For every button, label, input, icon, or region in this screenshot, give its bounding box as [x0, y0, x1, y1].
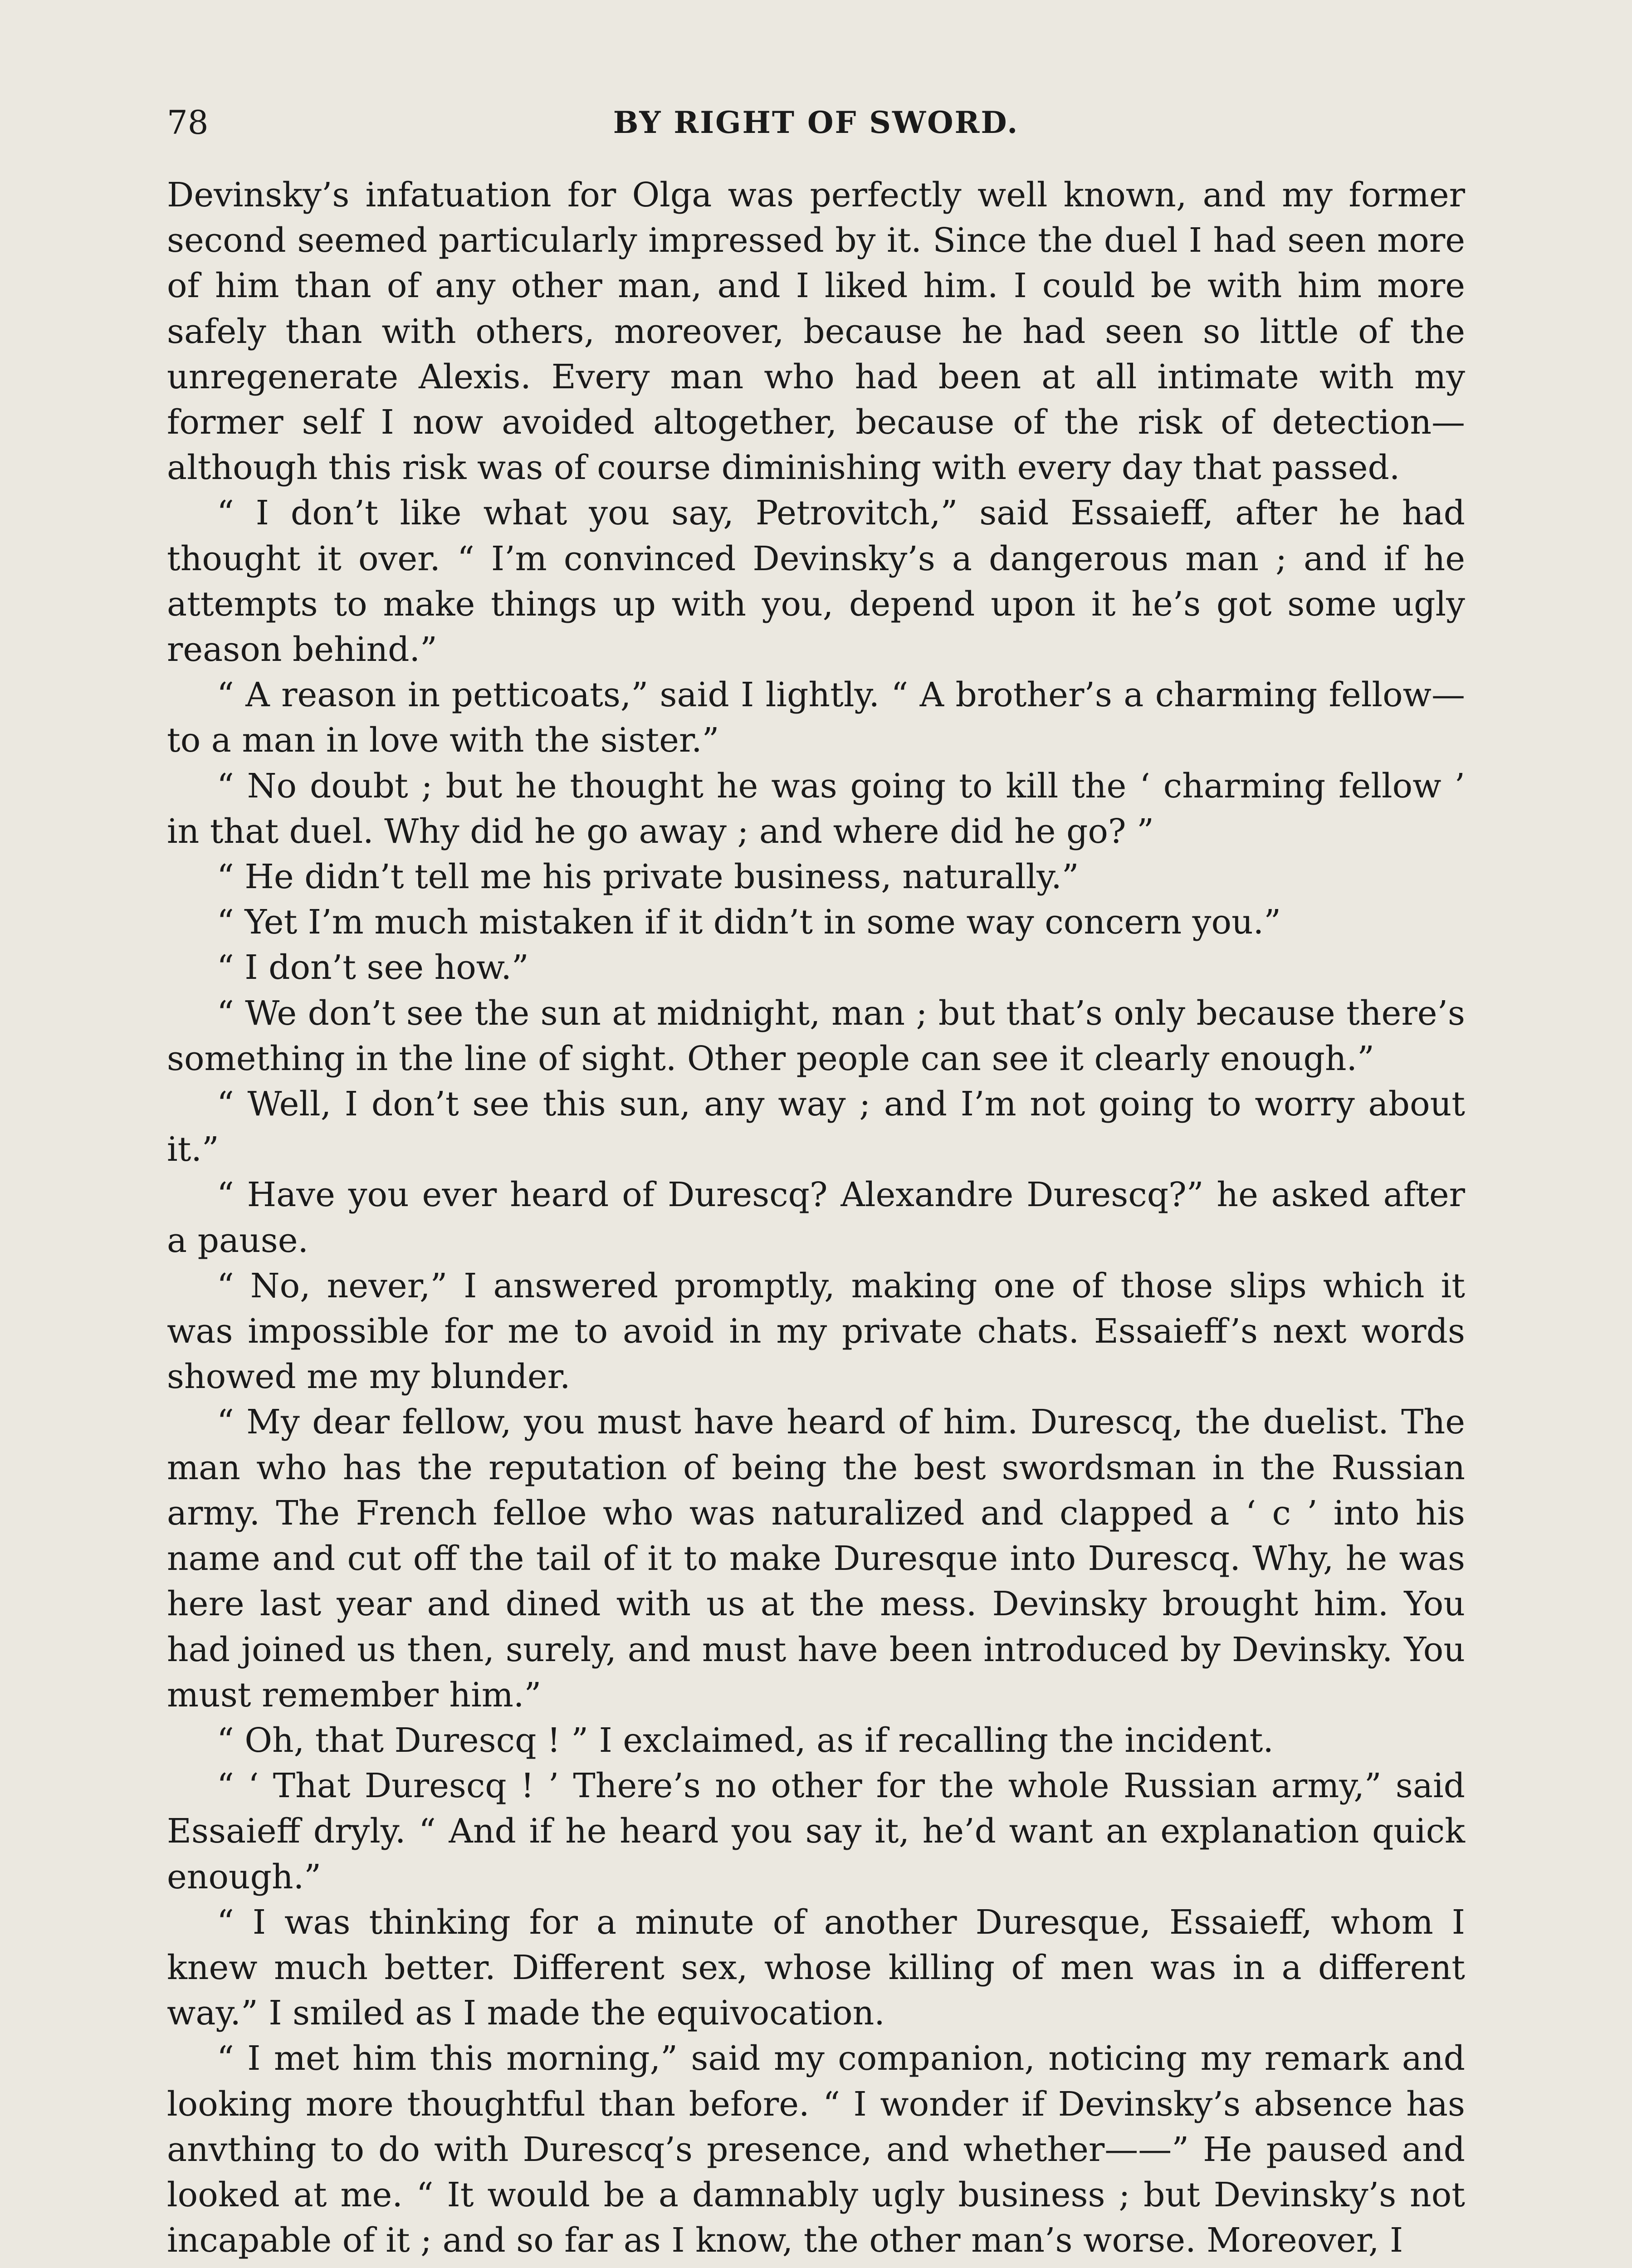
paragraph: “ Oh, that Durescq ! ” I exclaimed, as if recalling the incident. — [217, 1721, 1274, 1760]
paragraph: “ ‘ That Durescq ! ’ There’s no other for the whole Russian army,” said Essaieff dryly. “ And if he heard you say it, he’d want an explanation quick enough.” — [167, 1766, 1465, 1897]
paragraph: “ My dear fellow, you must have heard of him. Durescq, the duelist. The man who has the reputation of being the best swordsman in the Russian army. The French felloe who was naturalized and clapped a ‘ c ’ into his name and cut off the tail of it to make Duresque into Durescq. Why, he was here last year and dined with us at the mess. Devinsky brought him. You had joined us then, surely, and must have been introduced by Devinsky. You must remember him.” — [167, 1403, 1465, 1715]
running-title: BY RIGHT OF SWORD. — [613, 105, 1019, 140]
page-number: 78 — [167, 103, 209, 142]
paragraph: Devinsky’s infatuation for Olga was perfectly well known, and my former second seemed particularly impressed by it. Since the duel I had seen more of him than of any other man, and I liked him. I could be with him more safely than with others, moreover, because he had seen so little of the unregenerate Alexis. Every man who had been at all intimate with my former self I now avoided altogether, because of the risk of detection—although this risk was of course diminishing with every day that passed. — [167, 176, 1465, 488]
paragraph: “ I met him this morning,” said my companion, noticing my remark and looking more thoughtful than before. “ I wonder if Devinsky’s absence has anvthing to do with Durescq’s presence, and whether——” He paused and looked at me. “ It would be a damnably ugly business ; but Devinsky’s not incapable of it ; and so far as I know, the other man’s worse. Moreover, I — [167, 2039, 1465, 2260]
paragraph: “ I was thinking for a minute of another Duresque, Essaieff, whom I knew much better. Different sex, whose killing of men was in a different way.” I smiled as I made the equivocation. — [167, 1902, 1465, 2033]
paragraph: “ Have you ever heard of Durescq? Alexandre Durescq?” he asked after a pause. — [167, 1175, 1465, 1260]
running-head — [167, 98, 1465, 147]
paragraph: “ A reason in petticoats,” said I lightly. “ A brother’s a charming fellow—to a man in love with the sister.” — [167, 675, 1465, 760]
body-text — [167, 172, 1465, 2263]
paragraph: “ We don’t see the sun at midnight, man ; but that’s only because there’s something in the line of sight. Other people can see it clearly enough.” — [167, 993, 1465, 1078]
paragraph: “ Well, I don’t see this sun, any way ; and I’m not going to worry about it.” — [167, 1085, 1465, 1169]
paragraph: “ Yet I’m much mistaken if it didn’t in some way concern you.” — [217, 903, 1281, 942]
paragraph: “ I don’t like what you say, Petrovitch,” said Essaieff, after he had thought it over. “ I’m convinced Devinsky’s a dangerous man ; and if he attempts to make things up with you, depend upon it he’s got some ugly reason behind.” — [167, 494, 1465, 670]
paragraph: “ I don’t see how.” — [217, 948, 529, 987]
paragraph: “ He didn’t tell me his private business, naturally.” — [217, 857, 1079, 897]
paragraph: “ No, never,” I answered promptly, making one of those slips which it was impossible for me to avoid in my private chats. Essaieff’s next words showed me my blunder. — [167, 1266, 1465, 1397]
paragraph: “ No doubt ; but he thought he was going to kill the ‘ charming fellow ’ in that duel. Why did he go away ; and where did he go? ” — [167, 766, 1465, 851]
